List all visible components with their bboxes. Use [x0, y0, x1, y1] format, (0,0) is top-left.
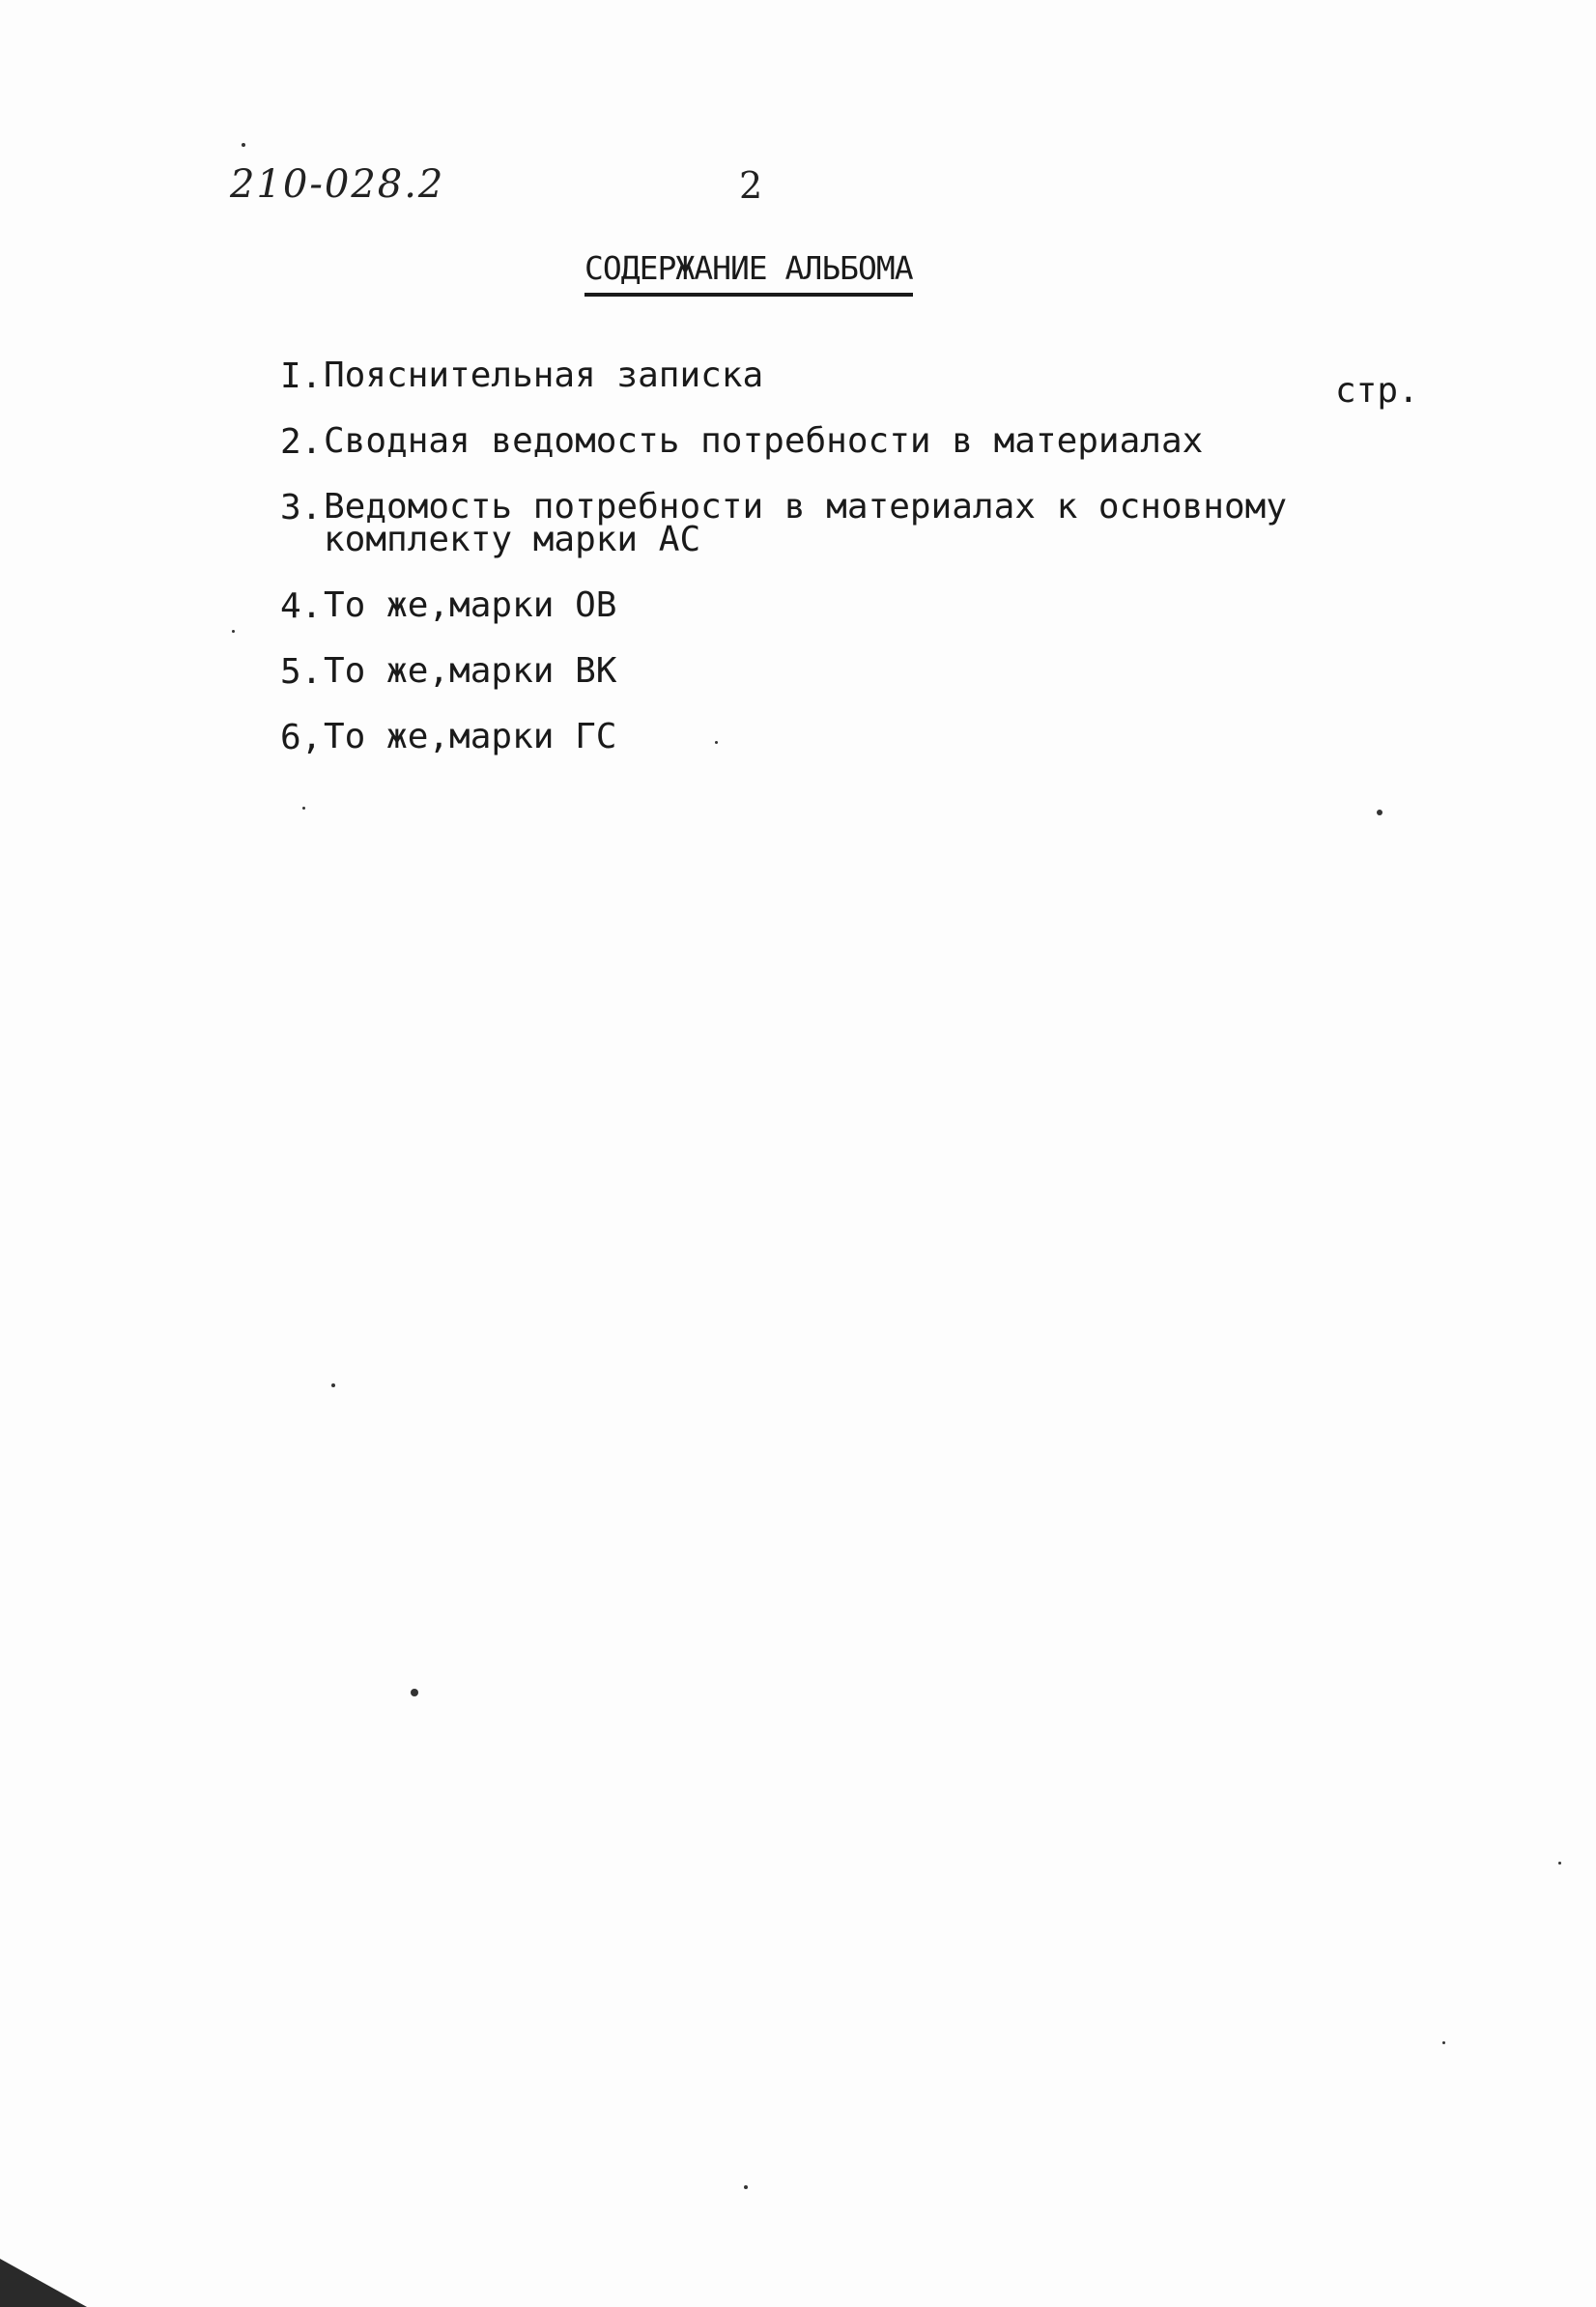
toc-item-number: 3. [280, 488, 323, 527]
scan-speck [1377, 810, 1382, 815]
scan-speck [331, 1383, 335, 1387]
page-number: 2 [739, 164, 763, 207]
toc-item [280, 487, 1304, 559]
toc-item [280, 585, 1304, 626]
toc-item-title: Пояснительная записка [324, 356, 764, 395]
page-column-label: стр. [1335, 371, 1419, 411]
scan-speck [242, 143, 245, 147]
toc-item-title: Сводная ведомость потребности в материалах [324, 421, 1204, 461]
toc-item-number: I. [280, 356, 323, 396]
toc-item-number: 2. [280, 422, 323, 462]
toc-item-title: То же,марки ОВ [324, 585, 617, 625]
toc-item-title: То же,марки ВК [324, 651, 617, 691]
document-code: 210-028.2 [230, 162, 445, 207]
scan-speck [232, 630, 235, 633]
toc-item [280, 421, 1304, 462]
scan-speck [411, 1689, 418, 1696]
toc-item [280, 651, 1304, 692]
toc-item [280, 717, 1304, 757]
scan-speck [302, 807, 305, 810]
toc-item-title: То же,марки ГС [324, 717, 617, 756]
contents-heading: СОДЕРЖАНИЕ АЛЬБОМА [584, 249, 913, 297]
scan-speck [1558, 1862, 1561, 1865]
scan-speck [715, 741, 718, 744]
toc-item-number: 4. [280, 586, 323, 626]
scan-speck [1442, 2041, 1445, 2044]
scan-corner-shadow [0, 2259, 87, 2307]
table-of-contents [280, 356, 1304, 786]
toc-item-number: 5. [280, 652, 323, 692]
toc-item-title: Ведомость потребности в материалах к основному комплекту марки АС [324, 487, 1287, 559]
scan-speck [744, 2185, 748, 2189]
toc-item-number: 6, [280, 718, 323, 757]
toc-item [280, 356, 1304, 396]
